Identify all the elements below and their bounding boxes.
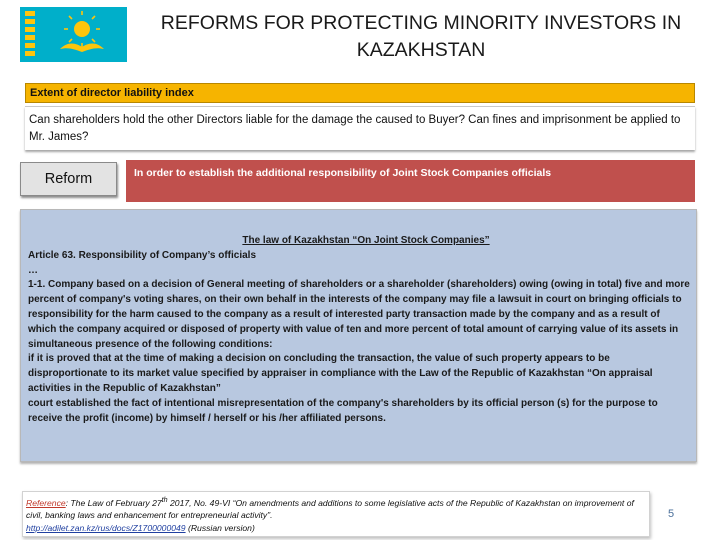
page-title [132,10,710,64]
reference-text-after: 2017, No. 49-VI “On amendments and additions to some legislative acts of the Republic of Kazakhstan on improvement of civil, banking laws and enhancement for entrepreneurial activity”. [26,497,634,521]
reform-button[interactable]: Reform [20,162,117,196]
law-paragraph-3: court established the fact of intentional misrepresentation of the company's shareholders by its official person (s) for the purpose to receive the profit (income) by himself / herself or his /her affiliated persons. [28,397,658,424]
page-number: 5 [668,508,675,520]
sun-eagle-emblem [20,7,127,62]
reference-label: Reference [26,497,66,508]
reference-box [22,491,650,537]
question-box: Can shareholders hold the other Directors liable for the damage the caused to Buyer? Can fines and imprisonment be applied to Mr. James? [25,106,695,150]
reference-link[interactable]: http://adilet.zan.kz/rus/docs/Z1700000049 [26,522,186,533]
law-article: Article 63. Responsibility of Company’s officials [28,249,257,261]
reference-sup: th [161,496,168,504]
law-title: The law of Kazakhstan “On Joint Stock Companies” [242,235,490,246]
law-paragraph-1: 1-1. Company based on a decision of General meeting of shareholders or a shareholder (shareholders) owing (owing in total) five and more percent of company's voting shares, on their own behalf in the interests of the company may file a lawsuit in court on bringing officials to responsibility for the harm caused to the company as a result of interested party transaction made by the company and as a result of which the company acquired or disposed of property with value of ten and more percent of total amount of carrying value of its assets in simultaneous presence of the following conditions: [28,279,690,350]
index-label-bar: Extent of director liability index [25,83,695,103]
reference-link-note: (Russian version) [185,522,255,533]
title-line-2: KAZAKHSTAN [356,39,486,61]
title-line-1: REFORMS FOR PROTECTING MINORITY INVESTORS IN [160,12,682,34]
law-ellipsis: … [28,264,38,276]
reference-text-before: : The Law of February 27 [65,497,162,508]
law-paragraph-2: if it is proved that at the time of making a decision on concluding the transaction, the value of such property appears to be disproportionate to its market value specified by appraiser in compliance with the Law of the Republic of Kazakhstan “On appraisal activities in the Republic of Kazakhstan” [28,353,653,394]
reform-description: In order to establish the additional responsibility of Joint Stock Companies officials [126,160,695,202]
law-text-box [20,209,697,462]
kazakhstan-flag [20,7,127,62]
